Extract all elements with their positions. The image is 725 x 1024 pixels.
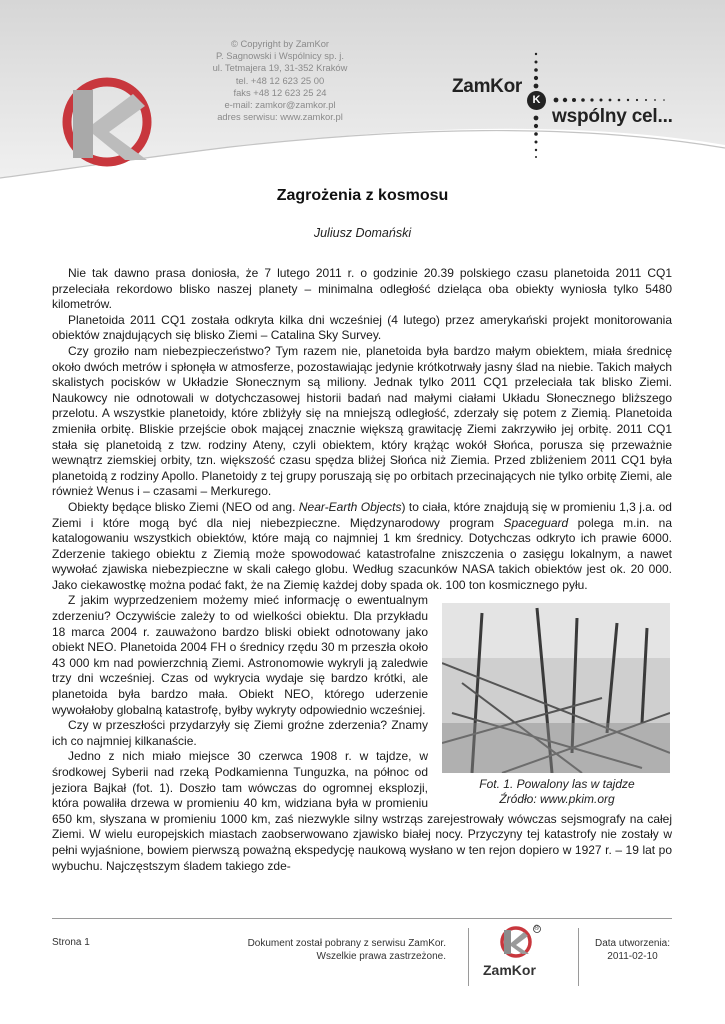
creation-date (585, 937, 680, 963)
emphasis: Spaceguard (503, 515, 569, 530)
footer-logo-icon (476, 920, 576, 990)
text-run: Obiekty będące blisko Ziemi (NEO od ang. (68, 499, 299, 514)
text-run: polega m.in. na katalogowaniu wszystkich obiektów, które mają co najmniej 1 km średnicy. Dotychczas odkryto ich prawie 6000. Zderzenie takiego obiektu z Ziemią może spowodować katastrofalne zniszczenia o zasięgu lokalnym, a nawet wywołać zjawiska niebezpieczne w skali całego globu. Według szacunków NASA takich obiektów jest ok. 20 000. Jako ciekawostkę można podać fakt, że na Ziemię każdej doby spada ok. 100 ton kosmicznego pyłu. (52, 515, 673, 592)
creation-date-label: Data utworzenia: (594, 938, 671, 949)
footer-notice (200, 937, 446, 963)
zamkor-logo-emblem (55, 72, 155, 172)
copyright-line: e-mail: zamkor@zamkor.pl (224, 99, 336, 111)
copyright-line: ul. Tetmajera 19, 31-352 Kraków (212, 62, 348, 74)
footer-logo-text: ZamKor (483, 962, 536, 978)
registered-mark: ® (534, 925, 540, 932)
page-number: Strona 1 (52, 937, 90, 948)
figure-caption (442, 777, 672, 807)
paragraph (52, 500, 672, 594)
paragraph: Z jakim wyprzedzeniem możemy mieć informację o ewentualnym zderzeniu? Oczywiście zależy to od wielkości obiektu. Dla przykładu 18 marca 2004 r. zauważono bardzo bliski obiekt odnotowany jako obiekt NEO. Planetoida 2004 FH o średnicy rzędu 30 m przeszła około 43 000 km nad powierzchnią Ziemi. Astronomowie wykryli ją zaledwie trzy dni wcześniej. Czas od wykrycia wydaje się bardzo krótki, ale planetoida była bardzo mała. Obiekt NEO, którego uderzenie wywołałoby globalną katastrofę, byłby wykryty odpowiednio wcześniej. (52, 593, 428, 717)
brand-badge-icon: K (527, 91, 546, 110)
creation-date-value: 2011-02-10 (607, 951, 658, 962)
copyright-line: faks +48 12 623 25 24 (233, 86, 327, 98)
article-body (52, 266, 672, 874)
copyright-line: P. Sagnowski i Wspólnicy sp. j. (215, 50, 344, 62)
caption-line: Fot. 1. Powalony las w tajdze (479, 777, 635, 792)
brand-name: ZamKor (452, 76, 522, 97)
paragraph: Czy groziło nam niebezpieczeństwo? Tym razem nie, planetoida była bardzo małym obiektem, miała średnicę około dwóch metrów i spłonęła w atmosferze, pozostawiając jedynie krótkotrwały jasny ślad na niebie. Takich małych skalistych pocisków w Układzie Słonecznym są miliony. Jednak tylko 2011 CQ1 przeleciała tak blisko Ziemi. Naukowcy nie odnotowali w dotychczasowej historii badań nad małymi ciałami Układu Słonecznego bliższego przelotu. A wszystkie planetoidy, które zbliżyły się na mniejszą odległość, zderzały się potem z Ziemią. Planetoida zmieniła orbitę. Bliskie przejście obok mającej znacznie większą grawitację Ziemi zakrzywiło jej orbitę. 2011 CQ1 stała się planetoidą z tzw. rodziny Ateny, czyli obiektem, który krążąc wokół Słońca, porusza się przeważnie wewnątrz ziemskiej orbity, tzn. większość czasu spędza bliżej Słońca niż Ziemia. Przed zbliżeniem 2011 CQ1 była planetoidą z rodziny Apollo. Planetoidy z tej grupy poruszają się po orbitach przecinających nie tylko orbitę Ziemi, ale również Wenus i – czasami – Merkurego. (52, 343, 672, 499)
footer-notice-line: Wszelkie prawa zastrzeżone. (316, 951, 446, 962)
fallen-forest-photo (442, 603, 670, 773)
caption-source: Źródło: www.pkim.org (499, 792, 615, 807)
paragraph: Planetoida 2011 CQ1 została odkryta kilka dni wcześniej (4 lutego) przez amerykański projekt monitorowania obiektów znajdujących się blisko Ziemi – Catalina Sky Survey. (52, 312, 672, 343)
footer-notice-line: Dokument został pobrany z serwisu ZamKor. (247, 938, 446, 949)
paragraph: Czy w przeszłości przydarzyły się Ziemi groźne zderzenia? Znamy ich co najmniej kilkanaście. (52, 718, 428, 748)
copyright-line: adres serwisu: www.zamkor.pl (217, 111, 343, 123)
figure (442, 603, 672, 807)
emphasis: Near-Earth Objects (298, 499, 402, 514)
article-author: Juliusz Domański (313, 226, 412, 240)
brand-slogan: wspólny cel... (552, 106, 673, 127)
copyright-block (180, 38, 380, 123)
footer-separator (578, 928, 579, 986)
copyright-line: tel. +48 12 623 25 00 (235, 74, 325, 86)
text-run: ) to ciała, które znajdują się w promieniu 1,3 j.a. od Ziemi i które mogą być dla niej niebezpieczne. Międzynarodowy program (52, 499, 672, 530)
article-title: Zagrożenia z kosmosu (276, 187, 449, 204)
paragraph: Jedno z nich miało miejsce 30 czerwca 1908 r. w tajdze, w środkowej Syberii nad rzeką Podkamienna Tunguzka, na północ od jeziora Bajkał (fot. 1). Doszło tam wówczas do ogromnej eksplozji, która powaliła drzewa w promieniu 40 km, widziana była w promieniu 650 km, słyszana w promieniu 1000 km, zaś niezwykle silny wstrząs zarejestrowały wówczas sejsmografy na całej Ziemi. W wielu europejskich miastach zaobserwowano zjawisko białej nocy. Przyczyny tej katastrofy nie zostały w pełni wyjaśnione, bowiem pierwszą poważną ekspedycję naukową wysłano w ten rejon dopiero w 1927 r. – 19 lat po wybuchu. Najczęstszym śladem takiego zde- (52, 749, 672, 873)
footer-separator (468, 928, 469, 986)
footer-divider (52, 918, 672, 919)
copyright-line: © Copyright by ZamKor (230, 38, 330, 49)
brand-dotted-cross (440, 50, 690, 160)
paragraph: Nie tak dawno prasa doniosła, że 7 lutego 2011 r. o godzinie 20.39 polskiego czasu planetoida 2011 CQ1 przeleciała rekordowo blisko naszej planety – minimalna odległość dzieląca oba obiekty wyniosła tylko 5480 kilometrów. (52, 266, 672, 312)
